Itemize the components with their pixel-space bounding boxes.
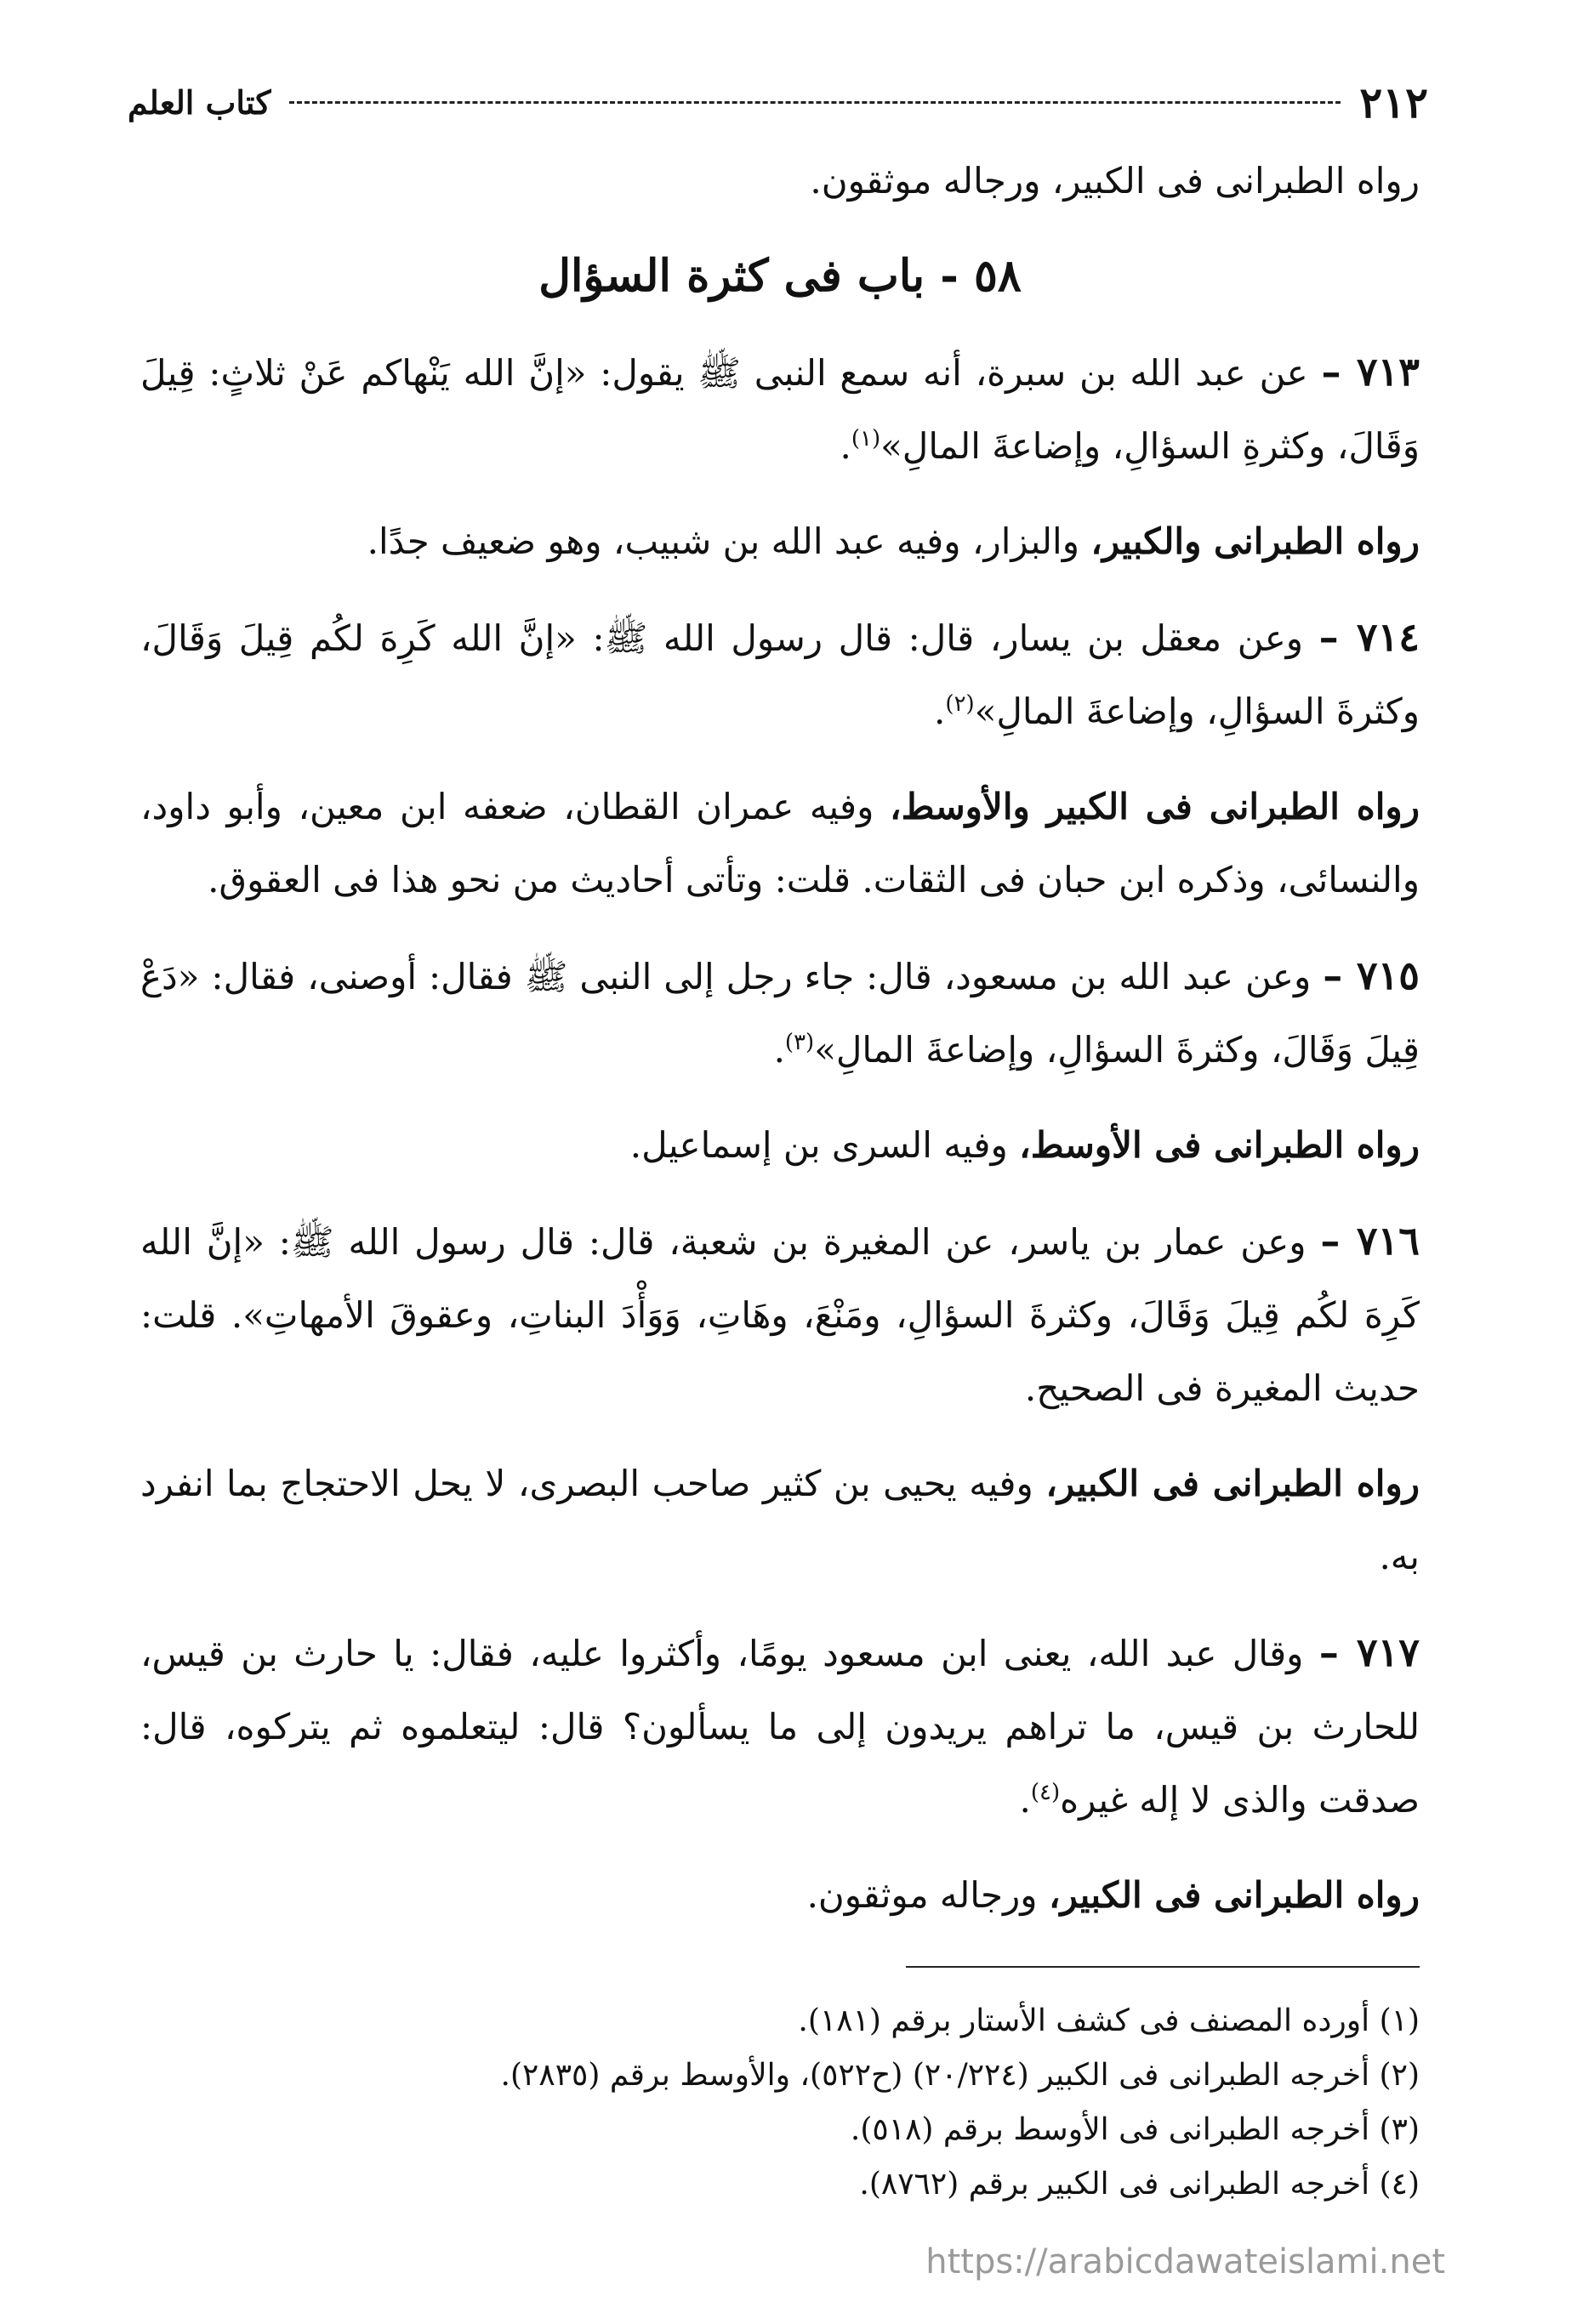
hadith-714: ٧١٤ – وعن معقل بن يسار، قال: قال رسول الله ﷺ: «إنَّ الله كَرِهَ لكُم قِيلَ وَقَالَ، وكثرةَ السؤالِ، وإضاعةَ المالِ»$^{(٢)}$.	[140, 614, 1420, 732]
hadith-716	[140, 1204, 1420, 1425]
hadith-source	[140, 1859, 1420, 1932]
intro-source: رواه الطبرانى فى الكبير، ورجاله موثقون.	[810, 160, 1420, 202]
header-rule	[289, 101, 1341, 104]
running-header	[128, 77, 1428, 128]
hadith-text: وعن عبد الله بن مسعود، قال: جاء رجل إلى النبى ﷺ فقال: أوصنى، فقال: «دَعْ قِيلَ وَقَالَ، وكثرةَ السؤالِ، وإضاعةَ المالِ»	[140, 956, 1420, 1071]
source-rest: وفيه عمران القطان، ضعفه ابن معين، وأبو داود، والنسائى، وذكره ابن حبان فى الثقات. قلت: وتأتى أحاديث من نحو هذا فى العقوق.	[140, 786, 1420, 901]
book-title: كتاب العلم	[128, 82, 271, 122]
footnote-ref: (٤)	[1030, 1780, 1061, 1805]
footnote-ref: (١)	[851, 426, 881, 452]
hadith-source	[140, 1109, 1420, 1182]
hadith-source	[140, 1447, 1420, 1594]
source-rest: ورجاله موثقون.	[806, 1874, 1049, 1916]
hadith-number: ٧١٦ –	[1320, 1218, 1420, 1264]
footnotes	[140, 1994, 1420, 2212]
source-bold: رواه الطبرانى والكبير،	[1090, 520, 1420, 562]
hadith-number: ٧١٥ –	[1323, 952, 1420, 998]
footnote-ref: (٢)	[945, 691, 975, 717]
source-rest: وفيه السرى بن إسماعيل.	[629, 1124, 1020, 1166]
footnote: (١) أورده المصنف فى كشف الأستار برقم (١٨١).	[798, 2003, 1420, 2038]
page-number: ٢١٢	[1359, 77, 1428, 128]
hadith-number: ٧١٧ –	[1318, 1629, 1420, 1675]
hadith-source	[140, 770, 1420, 917]
hadith-715: ٧١٥ – وعن عبد الله بن مسعود، قال: جاء رجل إلى النبى ﷺ فقال: أوصنى، فقال: «دَعْ قِيلَ وَقَالَ، وكثرةَ السؤالِ، وإضاعةَ المالِ»$^{(٣)}$.	[140, 952, 1420, 1071]
source-bold: رواه الطبرانى فى الكبير والأوسط،	[890, 786, 1420, 827]
watermark-url: https://arabicdawateislami.net	[925, 2242, 1445, 2281]
hadith-text: وقال عبد الله، يعنى ابن مسعود يومًا، وأكثروا عليه، فقال: يا حارث بن قيس، للحارث بن قيس، ما تراهم يريدون إلى ما يسألون؟ قال: ليتعلموه ثم يتركوه، قال: صدقت والذى لا إله غيره	[140, 1633, 1420, 1821]
source-rest: والبزار، وفيه عبد الله بن شبيب، وهو ضعيف جدًا.	[367, 520, 1091, 562]
hadith-text: عن عبد الله بن سبرة، أنه سمع النبى ﷺ يقول: «إنَّ الله يَنْهاكم عَنْ ثلاثٍ: قِيلَ وَقَالَ، وكثرةِ السؤالِ، وإضاعةَ المالِ»	[140, 352, 1420, 467]
source-bold: رواه الطبرانى فى الأوسط،	[1019, 1124, 1420, 1166]
hadith-source	[140, 505, 1420, 578]
footnote: (٢) أخرجه الطبرانى فى الكبير (٢٠/٢٢٤) (ح٥٢٢)، والأوسط برقم (٢٨٣٥).	[500, 2058, 1420, 2093]
hadith-text: وعن معقل بن يسار، قال: قال رسول الله ﷺ: «إنَّ الله كَرِهَ لكُم قِيلَ وَقَالَ، وكثرةَ السؤالِ، وإضاعةَ المالِ»	[140, 617, 1420, 732]
footnote-separator	[906, 1966, 1420, 1968]
main-text	[140, 145, 1420, 1954]
chapter-title: ٥٨ - باب فى كثرة السؤال	[538, 250, 1022, 302]
hadith-number: ٧١٤ –	[1318, 614, 1420, 660]
hadith-text: وعن عمار بن ياسر، عن المغيرة بن شعبة، قال: قال رسول الله ﷺ: «إنَّ الله كَرِهَ لكُم قِيلَ وَقَالَ، وكثرةَ السؤالِ، ومَنْعَ، وهَاتِ، وَوَأْدَ البناتِ، وعقوقَ الأمهاتِ». قلت: حديث المغيرة فى الصحيح.	[140, 1221, 1420, 1409]
hadith-number: ٧١٣ –	[1321, 349, 1420, 395]
source-bold: رواه الطبرانى فى الكبير،	[1048, 1874, 1420, 1916]
source-rest: وفيه يحيى بن كثير صاحب البصرى، لا يحل الاحتجاج بما انفرد به.	[140, 1463, 1420, 1577]
hadith-717: ٧١٧ – وقال عبد الله، يعنى ابن مسعود يومًا، وأكثروا عليه، فقال: يا حارث بن قيس، للحارث بن قيس، ما تراهم يريدون إلى ما يسألون؟ قال: ليتعلموه ثم يتركوه، قال: صدقت والذى لا إله غيره$^{(٤)}$.	[140, 1629, 1420, 1821]
hadith-713: ٧١٣ – عن عبد الله بن سبرة، أنه سمع النبى ﷺ يقول: «إنَّ الله يَنْهاكم عَنْ ثلاثٍ: قِيلَ وَقَالَ، وكثرةِ السؤالِ، وإضاعةَ المالِ»$^{(١)}$.	[140, 349, 1420, 467]
footnote: (٣) أخرجه الطبرانى فى الأوسط برقم (٥١٨).	[850, 2112, 1420, 2147]
footnote-ref: (٣)	[784, 1030, 815, 1055]
footnote: (٤) أخرجه الطبرانى فى الكبير برقم (٨٧٦٢).	[859, 2167, 1420, 2202]
source-bold: رواه الطبرانى فى الكبير،	[1045, 1463, 1420, 1504]
